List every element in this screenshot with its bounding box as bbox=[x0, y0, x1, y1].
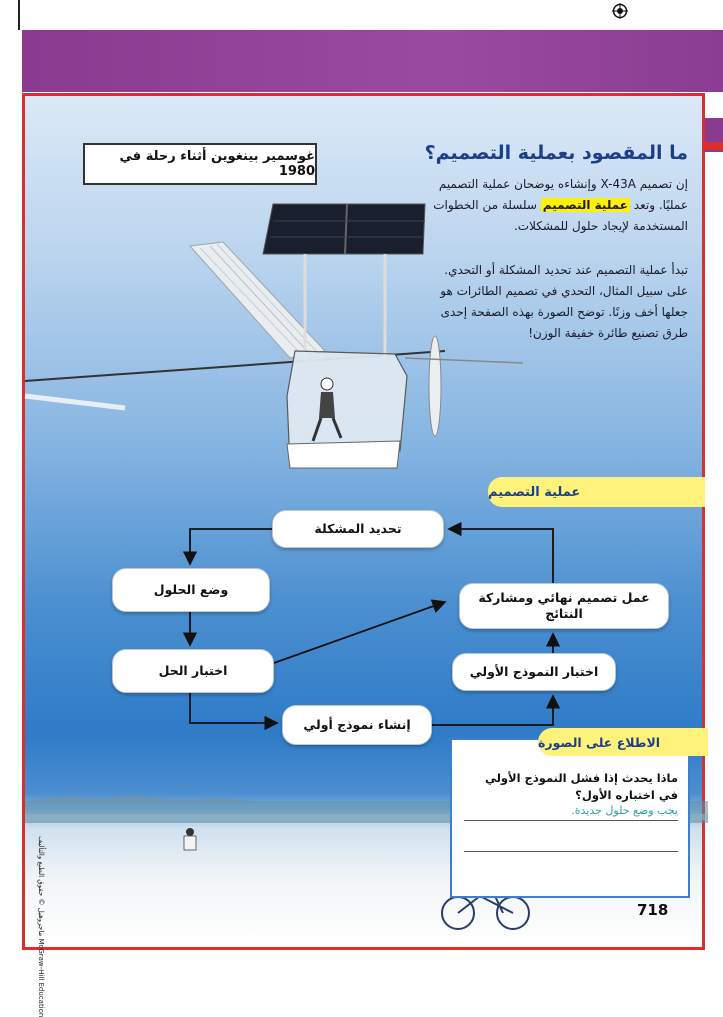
step-test-solution: اختبار الحل bbox=[112, 649, 274, 693]
step-final-design: عمل تصميم نهائي ومشاركة النتائج bbox=[459, 583, 669, 629]
image-check-heading: الاطلاع على الصورة bbox=[538, 734, 661, 750]
arrow-prototype-to-prototype-test bbox=[432, 696, 553, 725]
section-title: ما المقصود بعملية التصميم؟ bbox=[424, 142, 688, 164]
answer-line bbox=[464, 820, 678, 821]
photo-caption: غوسمير بينغوين أثناء رحلة في 1980 bbox=[83, 143, 317, 185]
arrow-define-to-solutions bbox=[190, 529, 272, 564]
arrow-final-to-define bbox=[449, 529, 553, 583]
key-term-highlight: عملية التصميم bbox=[542, 198, 628, 212]
step-build-prototype: إنشاء نموذج أولي bbox=[282, 705, 432, 745]
answer-line bbox=[464, 851, 678, 852]
intro-text-b: سلسلة من الخطوات المستخدمة لإيجاد حلول للمشكلات. bbox=[433, 198, 688, 233]
page-number: 718 bbox=[637, 901, 669, 919]
page-frame bbox=[22, 93, 705, 1017]
step-define-problem: تحديد المشكلة bbox=[272, 510, 444, 548]
image-check-box bbox=[450, 738, 690, 898]
crop-rule bbox=[18, 0, 20, 30]
chapter-color-band bbox=[22, 30, 723, 92]
intro-text-a: إن تصميم X-43A وإنشاءه يوضحان عملية التصميم عمليًا. وتعد bbox=[438, 177, 688, 212]
arrow-test-to-prototype bbox=[190, 693, 277, 723]
publisher-credit: McGraw-Hill Education ماجروهيل © حقوق الطبع والتأليف bbox=[37, 836, 45, 1017]
body-paragraph: تبدأ عملية التصميم عند تحديد المشكلة أو التحدي. على سبيل المثال، التحدي في تصميم الطائرات هو جعلها أخف وزنًا. توضح الصورة بهذه الصفحة إحدى طرق تصنيع طائرة خفيفة الوزن! bbox=[440, 263, 688, 340]
image-check-answer: يجب وضع حلول جديدة. bbox=[571, 804, 678, 817]
arrow-test-to-final bbox=[274, 602, 445, 663]
image-check-question: ماذا يحدث إذا فشل النموذج الأولي في اختباره الأول؟ bbox=[484, 771, 678, 802]
flowchart-heading: عملية التصميم bbox=[488, 484, 581, 500]
step-test-prototype: اختبار النموذج الأولي bbox=[452, 653, 616, 691]
image-check-heading-tab bbox=[538, 728, 708, 756]
registration-mark-icon bbox=[612, 3, 628, 19]
step-develop-solutions: وضع الحلول bbox=[112, 568, 270, 612]
